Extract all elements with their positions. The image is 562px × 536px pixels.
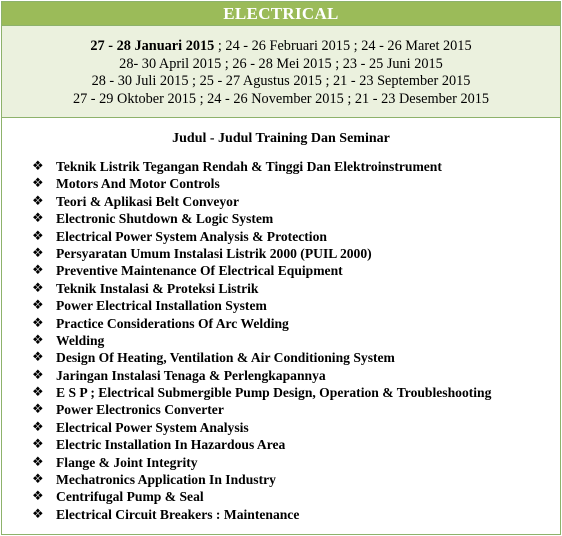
diamond-bullet-icon: ❖ <box>32 489 44 505</box>
diamond-bullet-icon: ❖ <box>32 472 44 488</box>
training-title: Centrifugal Pump & Seal <box>56 489 204 505</box>
training-list-item <box>32 262 560 279</box>
training-title: Electronic Shutdown & Logic System <box>56 211 274 227</box>
training-list-item <box>32 506 560 523</box>
training-list-item <box>32 193 560 210</box>
diamond-bullet-icon: ❖ <box>32 437 44 453</box>
dates-line-2: 28- 30 April 2015 ; 26 - 28 Mei 2015 ; 23 - 25 Juni 2015 <box>119 55 443 72</box>
category-header <box>2 2 560 25</box>
training-list-item <box>32 245 560 262</box>
training-title: Jaringan Instalasi Tenaga & Perlengkapannya <box>56 367 326 383</box>
category-title: ELECTRICAL <box>223 4 339 23</box>
diamond-bullet-icon: ❖ <box>32 263 44 279</box>
dates-line-1-highlight: 27 - 28 Januari 2015 <box>90 38 215 54</box>
training-list-item <box>32 384 560 401</box>
training-list-item <box>32 228 560 245</box>
training-list-item <box>32 175 560 192</box>
training-title: Teori & Aplikasi Belt Conveyor <box>56 193 240 209</box>
diamond-bullet-icon: ❖ <box>32 402 44 418</box>
training-list-item <box>32 315 560 332</box>
schedule-dates <box>2 25 560 118</box>
training-title: Teknik Instalasi & Proteksi Listrik <box>56 280 259 296</box>
training-title: Mechatronics Application In Industry <box>56 472 276 488</box>
training-list <box>2 158 560 523</box>
training-title: Electrical Power System Analysis <box>56 419 249 435</box>
training-list-item <box>32 436 560 453</box>
training-title: Electrical Power System Analysis & Protection <box>56 228 327 244</box>
diamond-bullet-icon: ❖ <box>32 280 44 296</box>
training-title: Welding <box>56 332 105 348</box>
training-list-item <box>32 297 560 314</box>
training-list-item <box>32 210 560 227</box>
training-schedule-card <box>1 1 561 535</box>
diamond-bullet-icon: ❖ <box>32 419 44 435</box>
diamond-bullet-icon: ❖ <box>32 454 44 470</box>
training-list-item <box>32 367 560 384</box>
dates-line-4: 27 - 29 Oktober 2015 ; 24 - 26 November 2015 ; 21 - 23 Desember 2015 <box>72 90 490 107</box>
diamond-bullet-icon: ❖ <box>32 367 44 383</box>
diamond-bullet-icon: ❖ <box>32 298 44 314</box>
diamond-bullet-icon: ❖ <box>32 228 44 244</box>
section-title: Judul - Judul Training Dan Seminar <box>172 131 390 146</box>
training-title: Design Of Heating, Ventilation & Air Conditioning System <box>56 350 395 366</box>
training-list-item <box>32 280 560 297</box>
diamond-bullet-icon: ❖ <box>32 159 44 174</box>
diamond-bullet-icon: ❖ <box>32 315 44 331</box>
training-title: Teknik Listrik Tegangan Rendah & Tinggi Dan Elektroinstrument <box>56 159 442 174</box>
diamond-bullet-icon: ❖ <box>32 506 44 522</box>
training-title: Electric Installation In Hazardous Area <box>56 437 286 453</box>
training-title: Persyaratan Umum Instalasi Listrik 2000 (PUIL 2000) <box>56 245 372 261</box>
dates-line-3: 28 - 30 Juli 2015 ; 25 - 27 Agustus 2015 ; 21 - 23 September 2015 <box>91 73 471 90</box>
diamond-bullet-icon: ❖ <box>32 176 44 192</box>
diamond-bullet-icon: ❖ <box>32 245 44 261</box>
training-title: Electrical Circuit Breakers : Maintenance <box>56 506 300 522</box>
training-list-item <box>32 349 560 366</box>
training-title: Motors And Motor Controls <box>56 176 220 192</box>
training-title: Preventive Maintenance Of Electrical Equipment <box>56 263 343 279</box>
training-list-item <box>32 471 560 488</box>
training-list-item <box>32 454 560 471</box>
training-list-item <box>32 488 560 505</box>
diamond-bullet-icon: ❖ <box>32 332 44 348</box>
training-list-item <box>32 419 560 436</box>
diamond-bullet-icon: ❖ <box>32 211 44 227</box>
training-title: Practice Considerations Of Arc Welding <box>56 315 289 331</box>
dates-line-1-rest: ; 24 - 26 Februari 2015 ; 24 - 26 Maret 2015 <box>214 38 472 54</box>
training-list-item <box>32 401 560 418</box>
training-title: Power Electronics Converter <box>56 402 224 418</box>
training-list-item <box>32 158 560 175</box>
training-title: Flange & Joint Integrity <box>56 454 198 470</box>
diamond-bullet-icon: ❖ <box>32 193 44 209</box>
training-list-item <box>32 332 560 349</box>
diamond-bullet-icon: ❖ <box>32 350 44 366</box>
training-title: E S P ; Electrical Submergible Pump Design, Operation & Troubleshooting <box>56 385 492 401</box>
training-title: Power Electrical Installation System <box>56 298 267 314</box>
diamond-bullet-icon: ❖ <box>32 385 44 401</box>
dates-line-1 <box>2 38 560 56</box>
